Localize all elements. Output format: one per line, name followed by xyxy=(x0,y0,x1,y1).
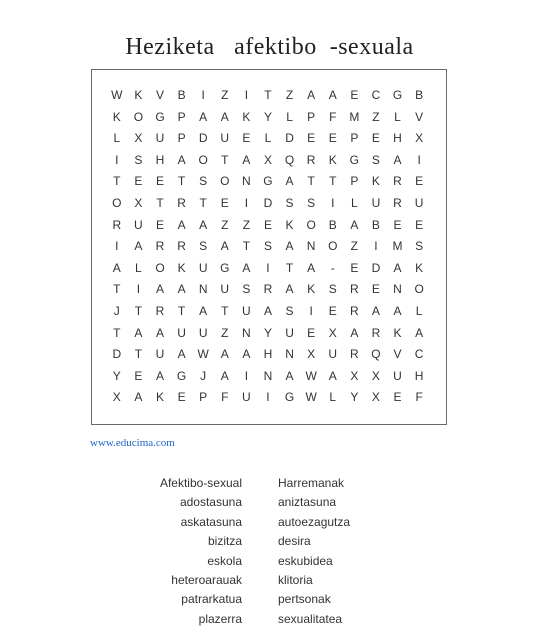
grid-cell[interactable]: V xyxy=(415,109,424,124)
grid-cell[interactable]: U xyxy=(220,282,230,297)
grid-cell[interactable]: K xyxy=(393,325,402,340)
grid-cell[interactable]: K xyxy=(134,88,143,102)
grid-cell[interactable]: E xyxy=(155,174,164,189)
word-list-right xyxy=(278,474,350,629)
grid-cell[interactable]: X xyxy=(350,368,359,383)
word-item: eskola xyxy=(207,553,242,568)
grid-cell[interactable]: T xyxy=(199,195,207,210)
grid-cell[interactable]: G xyxy=(392,88,403,102)
grid-cell[interactable]: E xyxy=(415,217,424,232)
grid-cell[interactable]: A xyxy=(220,368,229,383)
grid-cell[interactable]: Y xyxy=(263,109,272,124)
grid-cell[interactable]: A xyxy=(177,152,186,167)
word-item: autoezagutza xyxy=(278,514,351,529)
grid-cell[interactable]: P xyxy=(350,174,359,189)
grid-cell[interactable]: Z xyxy=(372,109,380,124)
grid-cell[interactable]: R xyxy=(155,303,165,318)
grid-cell[interactable]: T xyxy=(329,174,337,189)
grid-cell[interactable]: R xyxy=(371,325,381,340)
site-link[interactable]: www.educima.com xyxy=(90,437,175,449)
grid-cell[interactable]: A xyxy=(177,217,186,232)
grid-cell[interactable]: L xyxy=(394,109,401,124)
grid-cell[interactable]: Z xyxy=(221,88,229,102)
grid-cell[interactable]: X xyxy=(263,152,272,167)
grid-cell[interactable]: S xyxy=(263,239,272,254)
grid-cell[interactable]: T xyxy=(134,347,143,362)
grid-cell[interactable]: N xyxy=(393,282,402,297)
grid-cell[interactable]: P xyxy=(177,131,186,146)
grid-cell[interactable]: K xyxy=(285,217,294,232)
grid-cell[interactable]: P xyxy=(199,390,208,405)
grid-cell[interactable]: A xyxy=(415,325,424,340)
grid-cell[interactable]: A xyxy=(220,347,229,362)
grid-cell[interactable]: Y xyxy=(263,325,272,340)
grid-cell[interactable]: S xyxy=(242,282,251,297)
grid-cell[interactable]: T xyxy=(113,174,121,189)
word-list-left xyxy=(160,474,242,629)
grid-cell[interactable]: U xyxy=(155,347,165,362)
grid-cell[interactable]: O xyxy=(133,109,144,124)
grid-cell[interactable]: A xyxy=(393,303,402,318)
word-item: Harremanak xyxy=(278,476,345,490)
grid-cell[interactable]: J xyxy=(200,368,207,383)
grid-cell[interactable]: W xyxy=(305,390,317,405)
grid-cell[interactable]: K xyxy=(242,109,251,124)
grid-cell[interactable]: A xyxy=(350,325,359,340)
grid-cell[interactable]: H xyxy=(155,152,165,167)
grid-cell[interactable]: R xyxy=(177,195,186,210)
grid-cell[interactable]: R xyxy=(349,347,359,362)
grid-cell[interactable]: N xyxy=(263,368,273,383)
grid-cell[interactable]: Y xyxy=(112,368,121,383)
grid-cell[interactable]: A xyxy=(328,368,337,383)
grid-cell[interactable]: T xyxy=(242,239,251,254)
word-item: heteroarauak xyxy=(171,572,242,587)
grid-cell[interactable]: T xyxy=(264,88,272,102)
grid-cell[interactable]: I xyxy=(244,368,249,383)
grid-cell[interactable]: U xyxy=(414,195,424,210)
grid-cell[interactable]: L xyxy=(329,390,337,405)
grid-cell[interactable]: I xyxy=(309,303,313,318)
grid-cell[interactable]: Z xyxy=(350,239,358,254)
grid-cell[interactable]: R xyxy=(393,195,402,210)
grid-cell[interactable]: M xyxy=(392,239,403,254)
word-item: pertsonak xyxy=(278,592,331,607)
grid-cell[interactable]: B xyxy=(415,88,424,102)
grid-cell[interactable]: O xyxy=(328,239,338,254)
word-search-grid-box xyxy=(91,69,447,425)
grid-cell[interactable]: O xyxy=(155,260,165,275)
grid-cell[interactable]: R xyxy=(306,152,316,167)
grid-cell[interactable]: R xyxy=(263,282,273,297)
grid-cell[interactable]: R xyxy=(155,239,165,254)
grid-cell[interactable]: U xyxy=(198,260,208,275)
word-item: bizitza xyxy=(207,534,242,549)
grid-cell[interactable]: N xyxy=(198,282,208,297)
grid-cell[interactable]: F xyxy=(329,109,337,124)
grid-cell[interactable]: Z xyxy=(221,325,229,340)
grid-cell[interactable]: T xyxy=(221,303,229,318)
grid-cell[interactable]: A xyxy=(134,325,143,340)
grid-cell[interactable]: W xyxy=(305,368,317,383)
grid-cell[interactable]: X xyxy=(134,131,143,146)
grid-cell[interactable]: T xyxy=(156,195,164,210)
grid-cell[interactable]: X xyxy=(307,347,316,362)
grid-cell[interactable]: A xyxy=(220,239,229,254)
grid-cell[interactable]: R xyxy=(112,217,122,232)
grid-cell[interactable]: T xyxy=(307,174,315,189)
grid-cell[interactable]: D xyxy=(263,195,273,210)
grid-cell[interactable]: A xyxy=(177,282,186,297)
grid-cell[interactable]: Q xyxy=(371,347,381,362)
grid-cell[interactable]: P xyxy=(350,131,359,146)
grid-cell[interactable]: M xyxy=(349,109,360,124)
grid-cell[interactable]: Y xyxy=(350,390,359,405)
grid-cell[interactable]: L xyxy=(113,131,121,146)
grid-cell[interactable]: A xyxy=(393,260,402,275)
grid-cell[interactable]: R xyxy=(393,174,402,189)
word-item: eskubidea xyxy=(278,553,333,568)
grid-cell[interactable]: A xyxy=(155,282,164,297)
grid-cell[interactable]: A xyxy=(112,260,121,275)
grid-cell[interactable]: E xyxy=(177,390,186,405)
grid-cell[interactable]: - xyxy=(330,260,335,275)
grid-cell[interactable]: O xyxy=(414,282,424,297)
grid-cell[interactable]: N xyxy=(242,325,251,340)
grid-cell[interactable]: V xyxy=(393,347,402,362)
grid-cell[interactable]: D xyxy=(112,347,122,362)
grid-cell[interactable]: I xyxy=(244,88,249,102)
word-item: adostasuna xyxy=(179,495,242,510)
grid-cell[interactable]: I xyxy=(115,239,119,254)
grid-cell[interactable]: S xyxy=(134,152,143,167)
word-item: patrarkatua xyxy=(181,592,242,607)
grid-cell[interactable]: T xyxy=(285,260,294,275)
grid-cell[interactable]: U xyxy=(220,131,230,146)
grid-cell[interactable]: K xyxy=(415,260,424,275)
grid-cell[interactable]: A xyxy=(155,325,164,340)
grid-cell[interactable]: X xyxy=(371,390,380,405)
word-item: sexualitatea xyxy=(278,611,343,626)
grid-cell[interactable]: E xyxy=(350,88,359,102)
grid-cell[interactable]: T xyxy=(221,152,229,167)
grid-cell[interactable]: L xyxy=(415,303,423,318)
grid-cell[interactable]: A xyxy=(134,390,143,405)
grid-cell[interactable]: S xyxy=(285,195,294,210)
word-item: aniztasuna xyxy=(278,495,337,510)
grid-cell[interactable]: U xyxy=(242,303,251,318)
grid-cell[interactable]: V xyxy=(155,88,164,102)
grid-cell[interactable]: I xyxy=(244,195,249,210)
grid-cell[interactable]: R xyxy=(177,239,186,254)
grid-cell[interactable]: A xyxy=(199,109,208,124)
grid-cell[interactable]: B xyxy=(177,88,186,102)
grid-cell[interactable]: A xyxy=(242,152,251,167)
grid-cell[interactable]: A xyxy=(220,109,229,124)
grid-cell[interactable]: T xyxy=(177,303,186,318)
grid-cell[interactable]: N xyxy=(285,347,294,362)
grid-cell[interactable]: E xyxy=(307,325,316,340)
grid-cell[interactable]: K xyxy=(371,174,380,189)
grid-cell[interactable]: G xyxy=(220,260,230,275)
grid-cell[interactable]: L xyxy=(135,260,142,275)
word-item: askatasuna xyxy=(180,514,242,529)
word-item: klitoria xyxy=(278,572,313,587)
grid-cell[interactable]: J xyxy=(113,303,120,318)
word-item: desira xyxy=(278,534,311,549)
grid-cell[interactable]: H xyxy=(263,347,273,362)
grid-cell[interactable]: A xyxy=(328,88,337,102)
grid-cell[interactable]: G xyxy=(284,390,295,405)
grid-cell[interactable]: D xyxy=(371,260,381,275)
grid-cell[interactable]: E xyxy=(371,282,380,297)
grid-cell[interactable]: I xyxy=(331,195,335,210)
grid-cell[interactable]: U xyxy=(198,325,208,340)
grid-cell[interactable]: T xyxy=(113,325,121,340)
grid-cell[interactable]: G xyxy=(155,109,165,124)
grid-cell[interactable]: E xyxy=(134,368,143,383)
grid-cell[interactable]: A xyxy=(393,152,402,167)
grid-cell[interactable]: W xyxy=(197,347,209,362)
grid-cell[interactable]: N xyxy=(242,174,251,189)
grid-cell[interactable]: S xyxy=(199,239,208,254)
grid-cell[interactable]: G xyxy=(263,174,273,189)
grid-cell[interactable]: F xyxy=(415,390,423,405)
grid-cell[interactable]: R xyxy=(349,303,359,318)
grid-cell[interactable]: S xyxy=(328,282,337,297)
grid-cell[interactable]: E xyxy=(328,131,337,146)
grid-cell[interactable]: E xyxy=(328,303,337,318)
grid-cell[interactable]: E xyxy=(220,195,229,210)
grid-cell[interactable]: U xyxy=(371,195,381,210)
grid-cell[interactable]: H xyxy=(414,368,424,383)
grid-cell[interactable]: O xyxy=(112,195,122,210)
grid-cell[interactable]: I xyxy=(266,260,270,275)
grid-cell[interactable]: R xyxy=(349,282,359,297)
grid-cell[interactable]: U xyxy=(155,131,165,146)
grid-cell[interactable]: E xyxy=(415,174,424,189)
grid-cell[interactable]: X xyxy=(112,390,121,405)
grid-cell[interactable]: E xyxy=(155,217,164,232)
grid-cell[interactable]: X xyxy=(371,368,380,383)
grid-cell[interactable]: Z xyxy=(221,217,229,232)
grid-cell[interactable]: Z xyxy=(285,88,294,102)
grid-cell[interactable]: E xyxy=(393,217,402,232)
grid-cell[interactable]: W xyxy=(111,88,123,102)
grid-cell[interactable]: E xyxy=(307,131,316,146)
grid-cell[interactable]: O xyxy=(198,152,208,167)
grid-cell[interactable]: N xyxy=(306,239,316,254)
grid-cell[interactable]: X xyxy=(415,131,424,146)
grid-cell[interactable]: D xyxy=(285,131,294,146)
grid-cell[interactable]: C xyxy=(371,88,381,102)
grid-cell[interactable]: P xyxy=(307,109,316,124)
grid-cell[interactable]: U xyxy=(393,368,402,383)
grid-cell[interactable]: L xyxy=(350,195,358,210)
grid-cell[interactable]: G xyxy=(349,152,359,167)
grid-cell[interactable]: U xyxy=(328,347,338,362)
grid-cell[interactable]: I xyxy=(115,152,119,167)
grid-cell[interactable]: K xyxy=(112,109,121,124)
grid-cell[interactable]: S xyxy=(307,195,316,210)
word-search-grid xyxy=(106,85,430,409)
grid-cell[interactable]: S xyxy=(415,239,424,254)
grid-cell[interactable]: A xyxy=(307,260,316,275)
grid-cell[interactable]: A xyxy=(285,239,294,254)
grid-cell[interactable]: A xyxy=(242,260,251,275)
grid-cell[interactable]: I xyxy=(417,152,421,167)
grid-cell[interactable]: F xyxy=(221,390,229,405)
grid-cell[interactable]: Z xyxy=(242,217,251,232)
grid-cell[interactable]: Q xyxy=(284,152,295,167)
grid-cell[interactable]: S xyxy=(371,152,380,167)
grid-cell[interactable]: X xyxy=(134,195,143,210)
grid-cell[interactable]: G xyxy=(176,368,187,383)
grid-cell[interactable]: C xyxy=(414,347,424,362)
grid-cell[interactable]: E xyxy=(350,260,359,275)
grid-cell[interactable]: O xyxy=(306,217,316,232)
grid-cell[interactable]: A xyxy=(307,88,316,102)
grid-cell[interactable]: T xyxy=(177,174,186,189)
page-title: Heziketa afektibo -sexuala xyxy=(125,34,414,60)
grid-cell[interactable]: A xyxy=(263,303,272,318)
grid-cell[interactable]: E xyxy=(371,131,380,146)
grid-cell[interactable]: I xyxy=(374,239,378,254)
grid-cell[interactable]: L xyxy=(264,131,272,146)
grid-cell[interactable]: S xyxy=(285,303,294,318)
grid-cell[interactable]: P xyxy=(177,109,186,124)
grid-cell[interactable]: U xyxy=(134,217,143,232)
grid-cell[interactable]: A xyxy=(371,303,380,318)
grid-cell[interactable]: E xyxy=(393,390,402,405)
grid-cell[interactable]: O xyxy=(220,174,230,189)
grid-cell[interactable]: L xyxy=(286,109,293,124)
grid-cell[interactable]: A xyxy=(199,303,208,318)
grid-cell[interactable]: A xyxy=(285,174,294,189)
grid-cell[interactable]: U xyxy=(285,325,294,340)
grid-cell[interactable]: T xyxy=(134,303,143,318)
grid-cell[interactable]: A xyxy=(155,368,164,383)
grid-cell[interactable]: I xyxy=(201,88,205,102)
word-item: plazerra xyxy=(198,611,242,626)
grid-cell[interactable]: D xyxy=(198,131,208,146)
grid-cell[interactable]: A xyxy=(285,368,294,383)
word-item: Afektibo-sexual xyxy=(159,476,242,490)
grid-cell[interactable]: B xyxy=(328,217,337,232)
grid-cell[interactable]: T xyxy=(113,282,121,297)
grid-cell[interactable]: U xyxy=(177,325,186,340)
grid-cell[interactable]: A xyxy=(199,217,208,232)
grid-cell[interactable]: B xyxy=(371,217,380,232)
grid-cell[interactable]: A xyxy=(285,282,294,297)
grid-cell[interactable]: H xyxy=(393,131,402,146)
grid-cell[interactable]: K xyxy=(328,152,337,167)
grid-cell[interactable]: E xyxy=(242,131,251,146)
grid-cell[interactable]: A xyxy=(177,347,186,362)
grid-cell[interactable]: K xyxy=(307,282,316,297)
grid-cell[interactable]: K xyxy=(177,260,186,275)
grid-cell[interactable]: E xyxy=(263,217,272,232)
grid-cell[interactable]: A xyxy=(134,239,143,254)
grid-cell[interactable]: X xyxy=(328,325,337,340)
grid-cell[interactable]: I xyxy=(266,390,270,405)
grid-cell[interactable]: S xyxy=(199,174,208,189)
grid-cell[interactable]: E xyxy=(134,174,143,189)
grid-cell[interactable]: I xyxy=(136,282,141,297)
grid-cell[interactable]: A xyxy=(242,347,251,362)
grid-cell[interactable]: U xyxy=(242,390,251,405)
grid-cell[interactable]: A xyxy=(350,217,359,232)
grid-cell[interactable]: K xyxy=(155,390,164,405)
